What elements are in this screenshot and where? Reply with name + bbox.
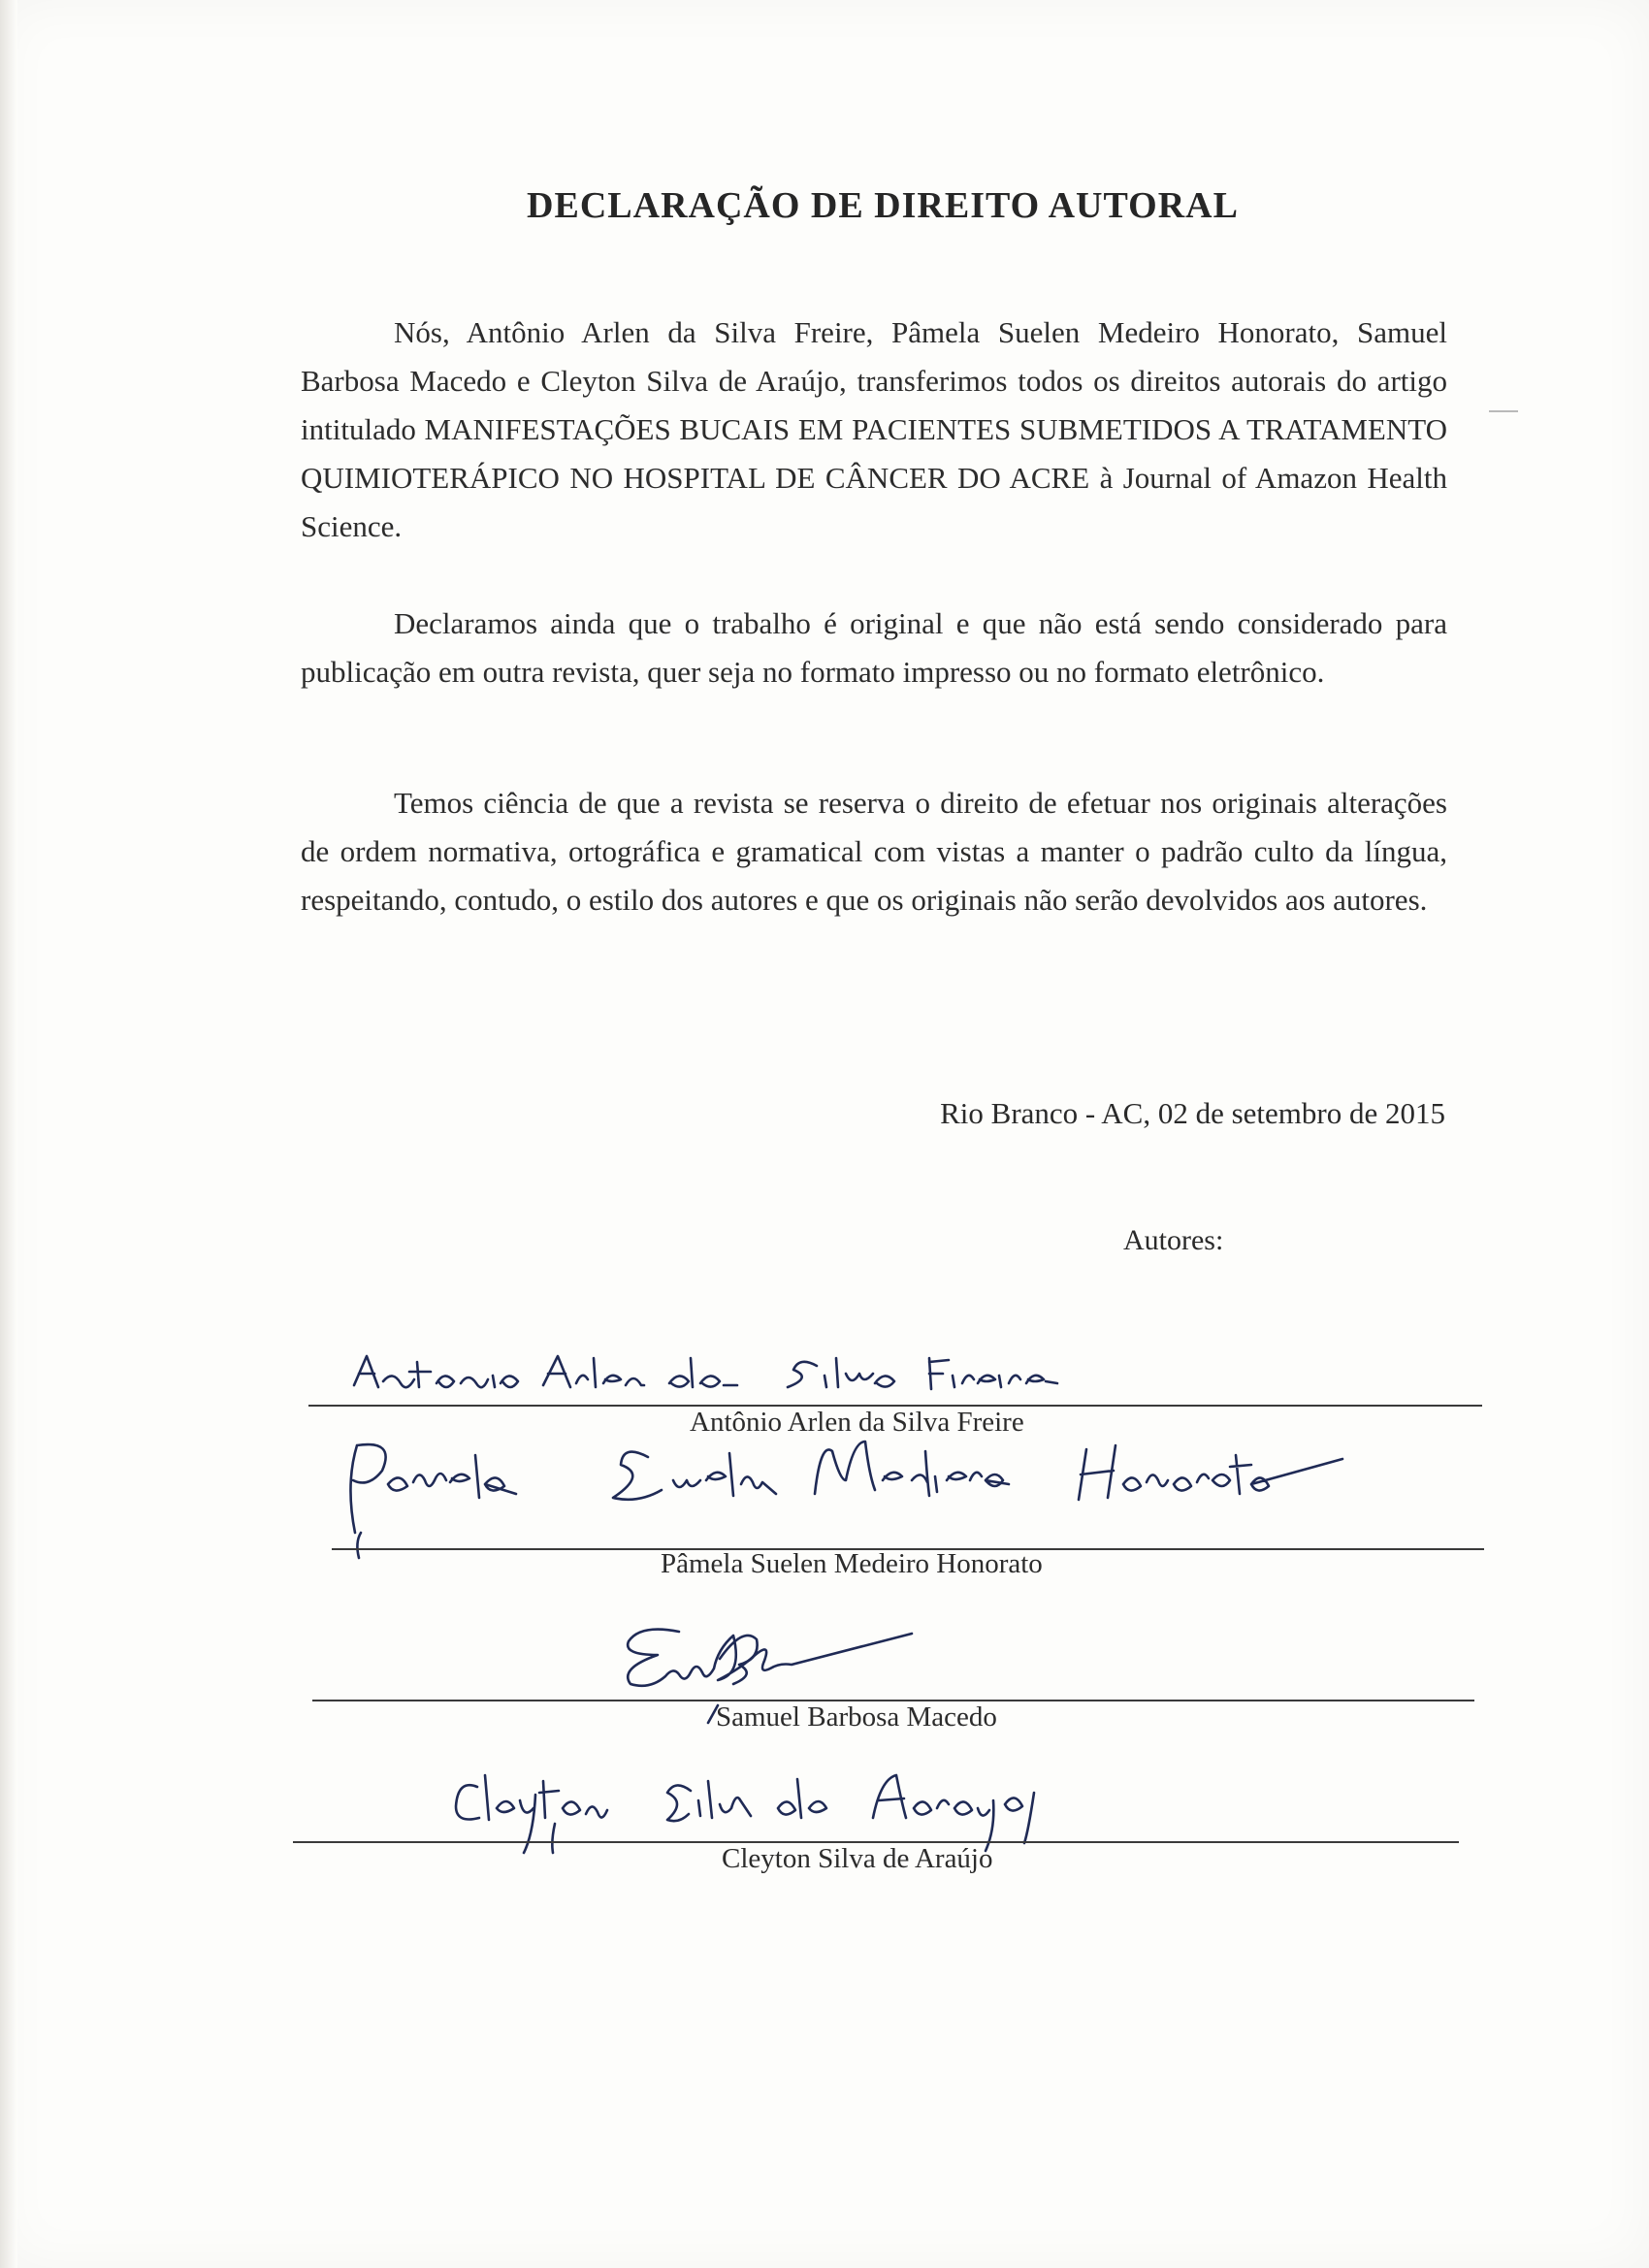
authors-label: Autores: — [1123, 1224, 1224, 1256]
signatory-name-1: Antônio Arlen da Silva Freire — [690, 1407, 1024, 1438]
signature-block-3 — [0, 1620, 1649, 1736]
signature-block-2 — [0, 1436, 1649, 1579]
signature-block-4 — [0, 1766, 1649, 1882]
scan-edge — [0, 0, 17, 2268]
paragraph-editing-rights: Temos ciência de que a revista se reserva o direito de efetuar nos originais alterações de ordem normativa, ortográfica e gramatical com vistas a manter o padrão culto da língua, respeitando, contudo, o estilo dos autores e que os originais não serão devolvidos aos autores. — [301, 786, 1447, 917]
paragraph-transfer: Nós, Antônio Arlen da Silva Freire, Pâmela Suelen Medeiro Honorato, Samuel Barbosa Macedo e Cleyton Silva de Araújo, transferimos todos os direitos autorais do artigo intitulado MANIFESTAÇÕES BUCAIS EM PACIENTES SUBMETIDOS A TRATAMENTO QUIMIOTERÁPICO NO HOSPITAL DE CÂNCER DO ACRE à Journal of Amazon Health Science. — [301, 315, 1447, 543]
scan-mark — [1489, 410, 1518, 412]
signatory-name-3: Samuel Barbosa Macedo — [716, 1701, 997, 1733]
document-title: DECLARAÇÃO DE DIREITO AUTORAL — [527, 185, 1239, 226]
signatory-name-2: Pâmela Suelen Medeiro Honorato — [661, 1548, 1043, 1579]
place-date: Rio Branco - AC, 02 de setembro de 2015 — [940, 1096, 1445, 1130]
paragraph-originality: Declaramos ainda que o trabalho é original e que não está sendo considerado para publicação em outra revista, quer seja no formato impresso ou no formato eletrônico. — [301, 606, 1447, 689]
signatory-name-4: Cleyton Silva de Araújo — [722, 1843, 993, 1874]
